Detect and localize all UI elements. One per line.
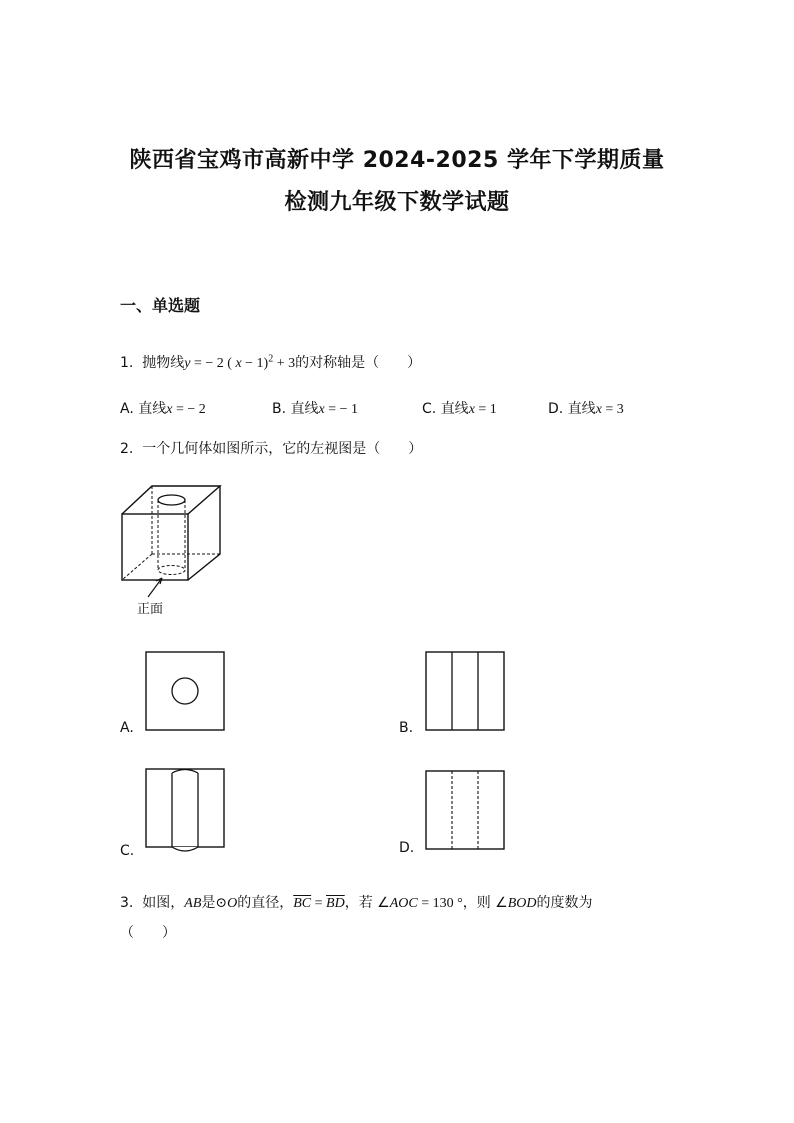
math-var: O [227,896,238,911]
q2-option-c-figure[interactable] [145,767,225,855]
option-text: 直线 [290,401,319,417]
question-text: ，若 ∠ [344,895,390,911]
q2-option-b-figure[interactable] [425,651,505,731]
q1-option-d[interactable] [548,398,624,418]
q1-option-b[interactable] [272,398,358,418]
question-suffix: 的对称轴是（ ） [295,355,422,371]
question-2 [120,438,422,458]
math-text: = − 1 [324,402,359,417]
math-var: x [595,402,602,417]
page-title-line2: 检测九年级下数学试题 [284,190,510,215]
q1-option-c[interactable] [422,398,497,418]
math-text: = 3 [601,402,624,417]
q1-option-a[interactable] [120,398,206,418]
option-text: 直线 [567,401,596,417]
math-var: AOC [389,896,418,911]
question-text: 一个几何体如图所示，它的左视图是（ ） [142,441,423,457]
option-text: 直线 [138,401,167,417]
question-text: 如图， [142,895,185,911]
math-text: = − 2 ( [190,356,236,371]
question-number: 3. [120,895,134,911]
math-text: = 1 [474,402,497,417]
q2-option-c-label[interactable]: C. [120,843,135,859]
math-var: BOD [507,896,537,911]
option-key: A. [120,401,134,417]
math-var: x [468,402,475,417]
question-text: 是 [201,895,216,911]
math-var: x [318,402,325,417]
math-exponent: 2 [268,353,274,365]
question-3 [120,892,593,912]
front-label: 正面 [137,602,164,617]
arc-bd: $\overline{BD}$ [326,896,345,911]
math-var: x [166,402,173,417]
option-key: C. [422,401,437,417]
option-key: B. [272,401,287,417]
math-text: = [311,896,327,911]
circle-symbol: ⊙ [215,896,228,911]
math-text: = − 2 [172,402,206,417]
page-title-line1: 陕西省宝鸡市高新中学 2024-2025 学年下学期质量 [129,148,665,173]
math-var: x [235,356,242,371]
q2-option-d-label[interactable]: D. [399,840,415,856]
math-var: AB [184,896,202,911]
option-text: 直线 [440,401,469,417]
question-number: 1. [120,355,134,371]
q2-option-b-label[interactable]: B. [399,720,414,736]
option-key: D. [548,401,564,417]
question-text: 的度数为 [536,895,593,911]
math-text: + 3 [273,356,296,371]
question-1 [120,352,421,372]
q2-option-a-label[interactable]: A. [120,720,134,736]
section-heading: 一、单选题 [120,296,201,315]
arc-bc: $\overline{BC}$ [293,896,312,911]
math-var: y [184,356,191,371]
solid-figure [115,480,230,620]
question-text: 的直径， [237,895,294,911]
math-text: = 130 ° [417,896,463,911]
question-prefix: 抛物线 [142,355,185,371]
q2-option-d-figure[interactable] [425,770,505,850]
math-text: − 1) [241,356,269,371]
question-text: ，则 ∠ [462,895,508,911]
question-number: 2. [120,441,134,457]
question-3-paren: （ ） [120,925,176,941]
q2-option-a-figure[interactable] [145,651,225,731]
